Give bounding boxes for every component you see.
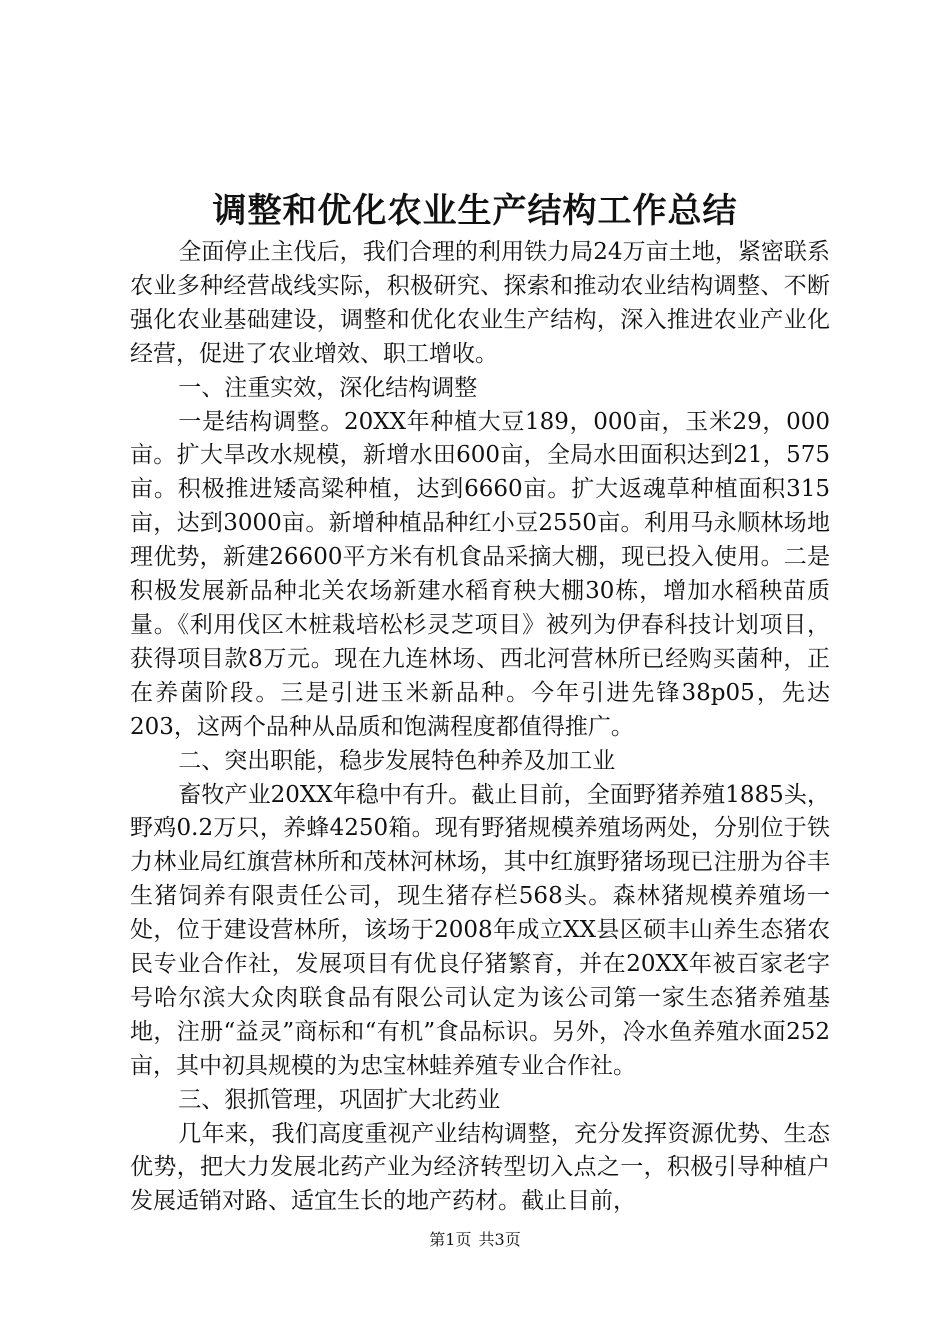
paragraph-livestock: 畜牧产业20XX年稳中有升。截止目前，全面野猪养殖1885头，野鸡0.2万只，养蜂4250箱。现有野猪规模养殖场两处，分别位于铁力林业局红旗营林所和茂林河林场，其中红旗野猪场现已注册为谷丰生猪饲养有限责任公司，现生猪存栏568头。森林猪规模养殖场一处，位于建设营林所，该场于2008年成立XX县区硕丰山养生态猪农民专业合作社，发展项目有优良仔猪繁育，并在20XX年被百家老字号哈尔滨大众肉联食品有限公司认定为该公司第一家生态猪养殖基地，注册“益灵”商标和“有机”食品标识。另外，冷水鱼养殖水面252亩，其中初具规模的为忠宝林蛙养殖专业合作社。 bbox=[130, 781, 830, 1079]
page-number-footer: 第1页 共3页 bbox=[429, 1230, 521, 1249]
document-title: 调整和优化农业生产结构工作总结 bbox=[212, 191, 738, 231]
section-heading-2: 二、突出职能，稳步发展特色种养及加工业 bbox=[178, 747, 616, 774]
paragraph-medicine: 几年来，我们高度重视产业结构调整，充分发挥资源优势、生态优势，把大力发展北药产业为经济转型切入点之一，积极引导种植户发展适销对路、适宜生长的地产药材。截止目前， bbox=[130, 1120, 830, 1215]
paragraph-structure-adjustment: 一是结构调整。20XX年种植大豆189，000亩，玉米29，000亩。扩大旱改水规模，新增水田600亩，全局水田面积达到21，575亩。积极推进矮高粱种植，达到6660亩。扩大返魂草种植面积315亩，达到3000亩。新增种植品种红小豆2550亩。利用马永顺林场地理优势，新建26600平方米有机食品采摘大棚，现已投入使用。二是积极发展新品种北关农场新建水稻育秧大棚30栋，增加水稻秧苗质量。《利用伐区木桩栽培松杉灵芝项目》被列为伊春科技计划项目，获得项目款8万元。现在九连林场、西北河营林所已经购买菌种，正在养菌阶段。三是引进玉米新品种。今年引进先锋38p05，先达203，这两个品种从品质和饱满程度都值得推广。 bbox=[130, 408, 830, 740]
paragraph-intro: 全面停止主伐后，我们合理的利用铁力局24万亩土地，紧密联系农业多种经营战线实际，积极研究、探索和推动农业结构调整、不断强化农业基础建设，调整和优化农业生产结构，深入推进农业产业化经营，促进了农业增效、职工增收。 bbox=[130, 239, 830, 367]
document-body bbox=[130, 236, 830, 1219]
section-heading-3: 三、狠抓管理，巩固扩大北药业 bbox=[178, 1086, 501, 1113]
section-heading-1: 一、注重实效，深化结构调整 bbox=[178, 374, 478, 401]
